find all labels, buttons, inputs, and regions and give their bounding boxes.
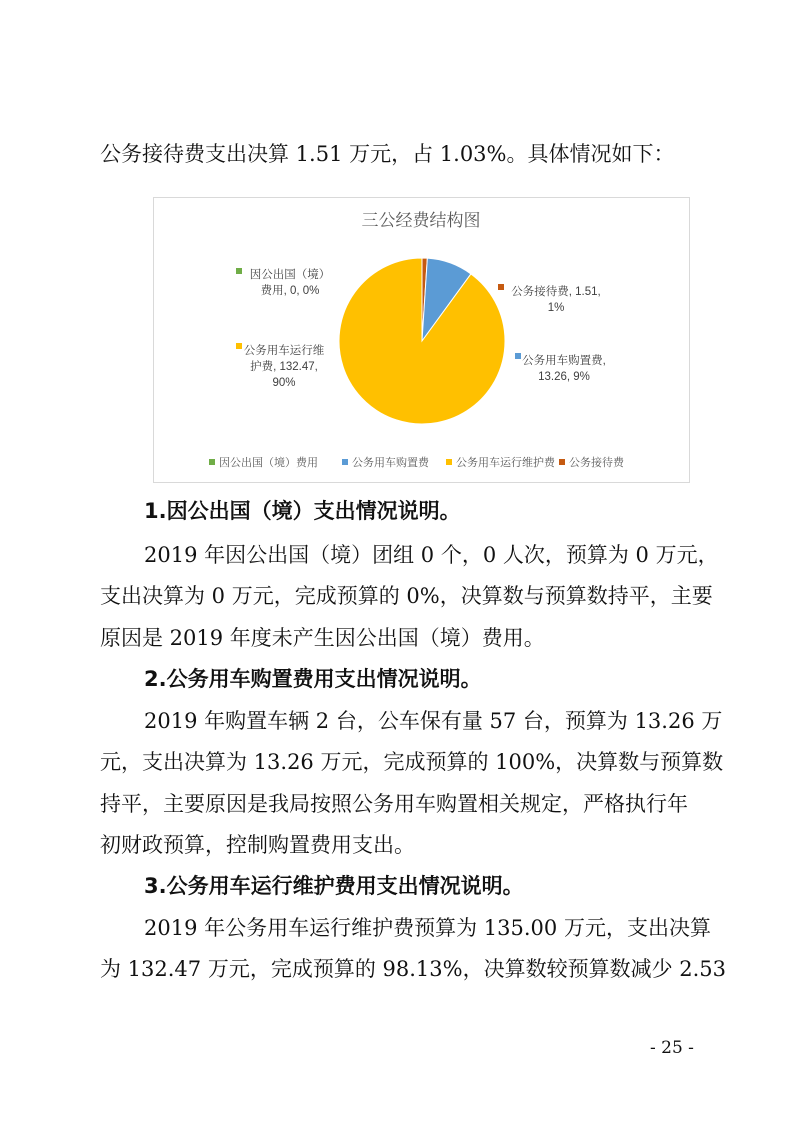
- pie-chart-svg: [154, 198, 689, 482]
- data-label-2-line-2: 90%: [272, 377, 296, 389]
- intro-line: 公务接待费支出决算 1.51 万元，占 1.03%。具体情况如下：: [100, 142, 675, 166]
- section-2-line-2: 元，支出决算为 13.26 万元，完成预算的 100%，决算数与预算数: [100, 750, 724, 774]
- data-label-1-line-1: 13.26, 9%: [538, 371, 590, 383]
- legend-swatch-1: [342, 459, 348, 465]
- data-label-0-line-0: 因公出国（境）: [249, 269, 331, 281]
- legend-swatch-2: [446, 459, 452, 465]
- data-label-3-line-1: 1%: [547, 302, 565, 314]
- section-2-line-1: 2019 年购置车辆 2 台，公车保有量 57 台，预算为 13.26 万: [144, 709, 723, 733]
- data-label-3-line-0: 公务接待费, 1.51,: [511, 286, 601, 298]
- data-label-marker-1: [515, 353, 521, 359]
- legend-label-1: 公务用车购置费: [352, 457, 429, 469]
- chart-title: 三公经费结构图: [361, 211, 481, 230]
- section-1-line-2: 支出决算为 0 万元，完成预算的 0%，决算数与预算数持平，主要: [100, 584, 713, 608]
- data-label-2-line-0: 公务用车运行维: [243, 345, 325, 357]
- data-label-2-line-1: 护费, 132.47,: [250, 361, 318, 373]
- section-3-line-1: 2019 年公务用车运行维护费预算为 135.00 万元，支出决算: [144, 916, 711, 940]
- legend-swatch-0: [209, 459, 215, 465]
- section-3-line-2: 为 132.47 万元，完成预算的 98.13%，决算数较预算数减少 2.53: [100, 957, 727, 981]
- data-label-marker-2: [236, 343, 242, 349]
- data-label-marker-3: [498, 284, 504, 290]
- data-label-marker-0: [236, 268, 242, 274]
- legend-label-0: 因公出国（境）费用: [219, 457, 318, 469]
- section-1-line-3: 原因是 2019 年度未产生因公出国（境）费用。: [100, 626, 545, 650]
- section-2-heading: 2.公务用车购置费用支出情况说明。: [144, 667, 482, 691]
- section-2-line-4: 初财政预算，控制购置费用支出。: [100, 833, 415, 857]
- legend-label-2: 公务用车运行维护费: [456, 457, 555, 469]
- pie-slice-2: [339, 258, 505, 424]
- legend-swatch-3: [559, 459, 565, 465]
- section-1-line-1: 2019 年因公出国（境）团组 0 个，0 人次，预算为 0 万元，: [144, 543, 719, 567]
- page-number: - 25 -: [650, 1038, 694, 1058]
- pie-chart: [153, 197, 690, 483]
- data-label-1-line-0: 公务用车购置费,: [522, 355, 606, 367]
- section-3-heading: 3.公务用车运行维护费用支出情况说明。: [144, 874, 524, 898]
- section-2-line-3: 持平，主要原因是我局按照公务用车购置相关规定，严格执行年: [100, 792, 688, 816]
- data-label-0-line-1: 费用, 0, 0%: [260, 285, 320, 297]
- section-1-heading: 1.因公出国（境）支出情况说明。: [144, 499, 461, 523]
- legend-label-3: 公务接待费: [569, 457, 624, 469]
